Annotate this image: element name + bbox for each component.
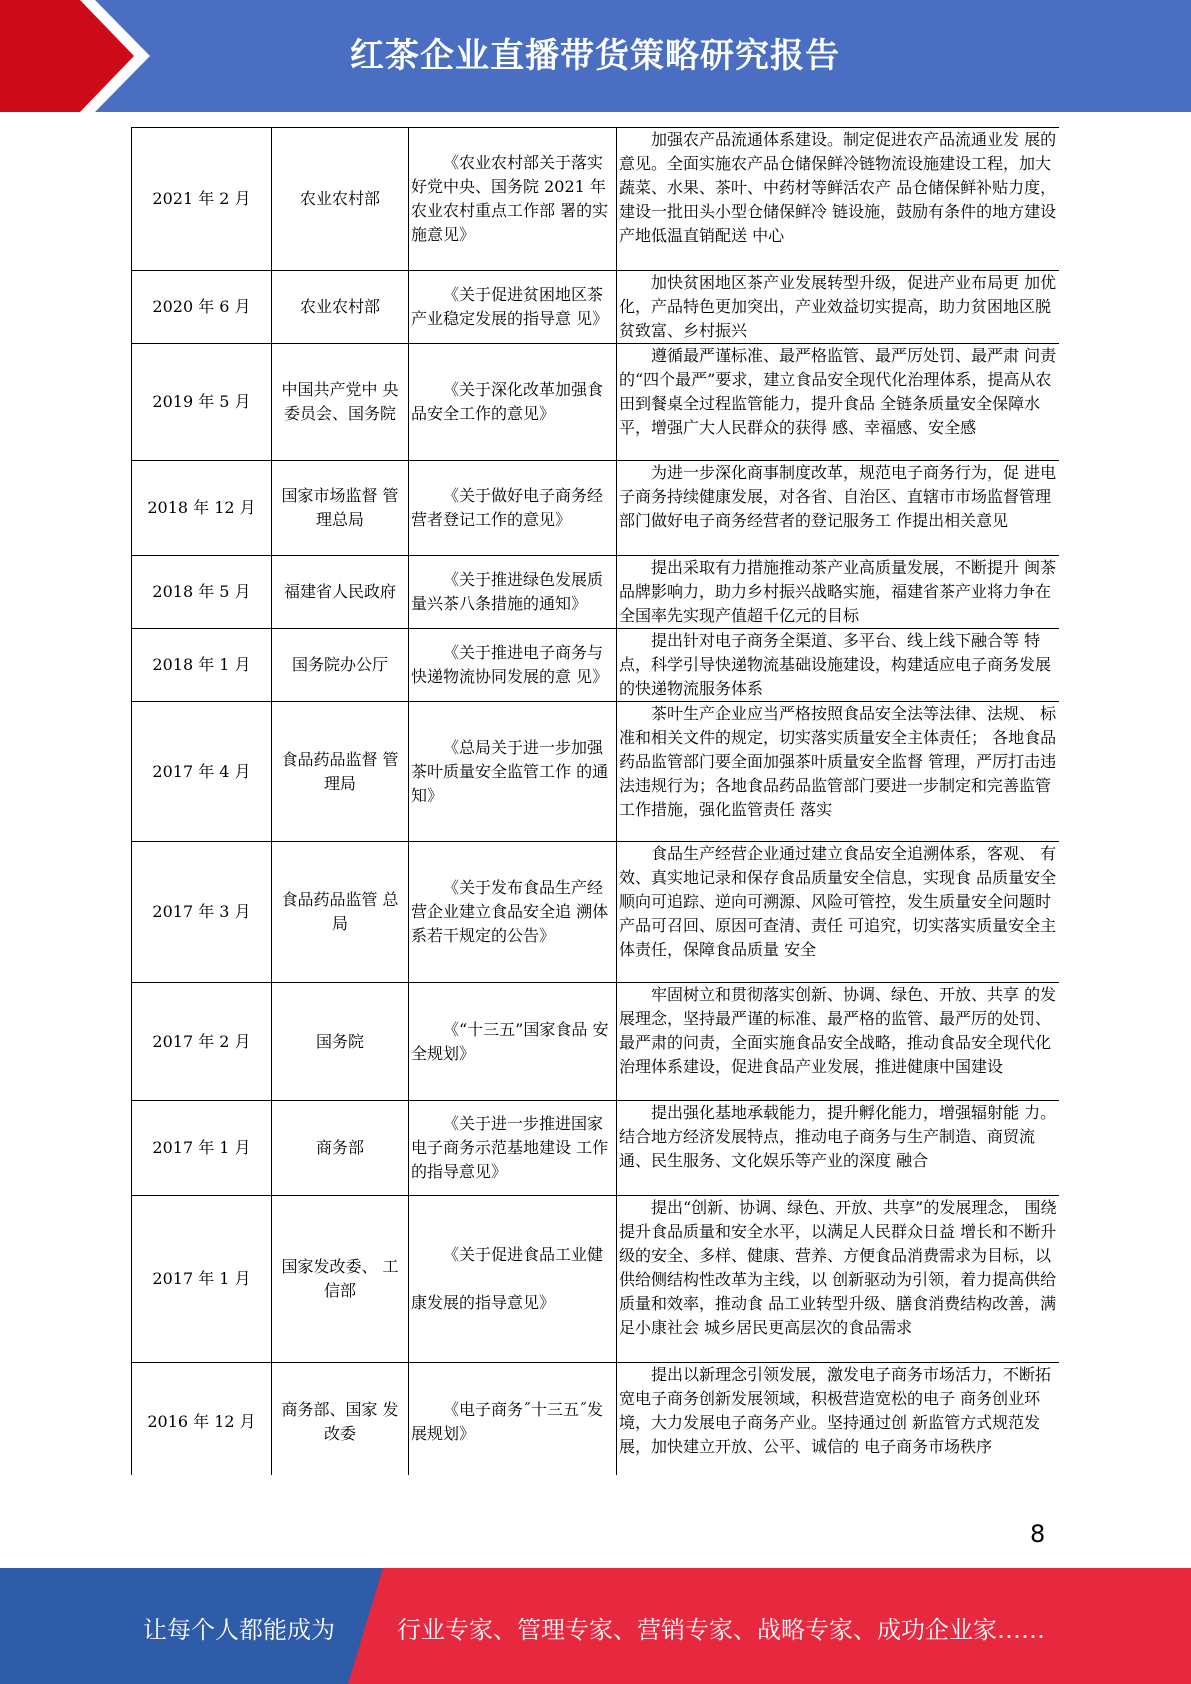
date-cell: 2017 年 4 月 xyxy=(132,702,272,842)
page-footer xyxy=(0,1568,1191,1684)
table-row xyxy=(132,1363,1060,1476)
date-cell: 2018 年 12 月 xyxy=(132,461,272,556)
description-cell: 提出强化基地承载能力，提升孵化能力，增强辐射能 力。结合地方经济发展特点，推动电子商务与生产制造、商贸流通、民生服务、文化娱乐等产业的深度 融合 xyxy=(617,1101,1060,1196)
description-cell: 提出采取有力措施推动茶产业高质量发展，不断提升 闽茶品牌影响力，助力乡村振兴战略实施，福建省茶产业将力争在全国率先实现产值超千亿元的目标 xyxy=(617,556,1060,629)
document-cell: 《关于推进绿色发展质 量兴茶八条措施的通知》 xyxy=(409,556,617,629)
department-cell: 农业农村部 xyxy=(272,128,409,271)
department-cell: 食品药品监管 总局 xyxy=(272,842,409,983)
table-row xyxy=(132,842,1060,983)
table-row xyxy=(132,983,1060,1101)
document-cell: 《关于深化改革加强食 品安全工作的意见》 xyxy=(409,344,617,461)
date-cell: 2017 年 1 月 xyxy=(132,1196,272,1363)
document-cell: 《关于促进食品工业健 康发展的指导意见》 xyxy=(409,1196,617,1363)
description-cell: 加快贫困地区茶产业发展转型升级，促进产业布局更 加优化，产品特色更加突出，产业效益切实提高，助力贫困地区脱贫致富、乡村振兴 xyxy=(617,271,1060,344)
policy-table-container xyxy=(131,127,1059,1475)
date-cell: 2019 年 5 月 xyxy=(132,344,272,461)
document-cell: 《关于促进贫困地区茶 产业稳定发展的指导意 见》 xyxy=(409,271,617,344)
table-row xyxy=(132,556,1060,629)
policy-table xyxy=(131,127,1059,1475)
description-cell: 为进一步深化商事制度改革，规范电子商务行为，促 进电子商务持续健康发展，对各省、自治区、直辖市市场监督管理部门做好电子商务经营者的登记服务工 作提出相关意见 xyxy=(617,461,1060,556)
table-row xyxy=(132,1196,1060,1363)
document-cell: 《“十三五”国家食品 安全规划》 xyxy=(409,983,617,1101)
document-cell: 《关于推进电子商务与 快递物流协同发展的意 见》 xyxy=(409,629,617,702)
description-cell: 茶叶生产企业应当严格按照食品安全法等法律、法规、 标准和相关文件的规定，切实落实质量安全主体责任； 各地食品药品监管部门要全面加强茶叶质量安全监督 管理，严厉打击违法违规行为；各地食品药品监管部门要进一步制定和完善监管工作措施，强化监管责任 落实 xyxy=(617,702,1060,842)
date-cell: 2018 年 1 月 xyxy=(132,629,272,702)
table-row xyxy=(132,1101,1060,1196)
document-cell: 《关于进一步推进国家 电子商务示范基地建设 工作的指导意见》 xyxy=(409,1101,617,1196)
table-row xyxy=(132,461,1060,556)
department-cell: 中国共产党中 央委员会、国务院 xyxy=(272,344,409,461)
description-cell: 加强农产品流通体系建设。制定促进农产品流通业发 展的意见。全面实施农产品仓储保鲜冷链物流设施建设工程，加大蔬菜、水果、茶叶、中药材等鲜活农产 品仓储保鲜补贴力度，建设一批田头小型仓储保鲜冷 链设施，鼓励有条件的地方建设产地低温直销配送 中心 xyxy=(617,128,1060,271)
department-cell: 福建省人民政府 xyxy=(272,556,409,629)
page-number: 8 xyxy=(1030,1520,1046,1548)
footer-slogan-right: 行业专家、管理专家、营销专家、战略专家、成功企业家…… xyxy=(397,1616,1045,1644)
document-cell: 《总局关于进一步加强 茶叶质量安全监管工作 的通知》 xyxy=(409,702,617,842)
department-cell: 商务部 xyxy=(272,1101,409,1196)
department-cell: 国家市场监督 管理总局 xyxy=(272,461,409,556)
department-cell: 国务院办公厅 xyxy=(272,629,409,702)
footer-slogan-left: 让每个人都能成为 xyxy=(143,1616,335,1644)
document-cell: 《关于做好电子商务经 营者登记工作的意见》 xyxy=(409,461,617,556)
description-cell: 牢固树立和贯彻落实创新、协调、绿色、开放、共享 的发展理念，坚持最严谨的标准、最严格的监管、最严厉的处罚、最严肃的问责，全面实施食品安全战略，推动食品安全现代化治理体系建设，促进食品产业发展，推进健康中国建设 xyxy=(617,983,1060,1101)
document-cell: 《电子商务˝十三五˝发展规划》 xyxy=(409,1363,617,1476)
document-cell: 《农业农村部关于落实 好党中央、国务院 2021 年农业农村重点工作部 署的实施意见》 xyxy=(409,128,617,271)
table-row xyxy=(132,629,1060,702)
description-cell: 遵循最严谨标准、最严格监管、最严厉处罚、最严肃 问责的“四个最严”要求，建立食品安全现代化治理体系，提高从农田到餐桌全过程监管能力，提升食品 全链条质量安全保障水平，增强广大人民群众的获得 感、幸福感、安全感 xyxy=(617,344,1060,461)
table-row xyxy=(132,271,1060,344)
date-cell: 2017 年 1 月 xyxy=(132,1101,272,1196)
department-cell: 商务部、国家 发改委 xyxy=(272,1363,409,1476)
table-row xyxy=(132,128,1060,271)
date-cell: 2017 年 2 月 xyxy=(132,983,272,1101)
department-cell: 农业农村部 xyxy=(272,271,409,344)
table-row xyxy=(132,702,1060,842)
table-row xyxy=(132,344,1060,461)
date-cell: 2020 年 6 月 xyxy=(132,271,272,344)
department-cell: 国家发改委、 工信部 xyxy=(272,1196,409,1363)
date-cell: 2016 年 12 月 xyxy=(132,1363,272,1476)
document-cell: 《关于发布食品生产经 营企业建立食品安全追 溯体系若干规定的公告》 xyxy=(409,842,617,983)
description-cell: 食品生产经营企业通过建立食品安全追溯体系，客观、 有效、真实地记录和保存食品质量安全信息，实现食 品质量安全顺向可追踪、逆向可溯源、风险可管控，发生质量安全问题时产品可召回、原因可查清、责任 可追究，切实落实质量安全主体责任，保障食品质量 安全 xyxy=(617,842,1060,983)
date-cell: 2021 年 2 月 xyxy=(132,128,272,271)
page-header xyxy=(0,0,1191,112)
description-cell: 提出针对电子商务全渠道、多平台、线上线下融合等 特点，科学引导快递物流基础设施建设，构建适应电子商务发展的快递物流服务体系 xyxy=(617,629,1060,702)
description-cell: 提出以新理念引领发展，激发电子商务市场活力，不断拓宽电子商务创新发展领域，积极营造宽松的电子 商务创业环境，大力发展电子商务产业。坚持通过创 新监管方式规范发展，加快建立开放、公平、诚信的 电子商务市场秩序 xyxy=(617,1363,1060,1476)
date-cell: 2018 年 5 月 xyxy=(132,556,272,629)
department-cell: 国务院 xyxy=(272,983,409,1101)
date-cell: 2017 年 3 月 xyxy=(132,842,272,983)
description-cell: 提出“创新、协调、绿色、开放、共享”的发展理念， 围绕提升食品质量和安全水平，以满足人民群众日益 增长和不断升级的安全、多样、健康、营养、方便食品消费需求为目标，以供给侧结构性改革为主线，以 创新驱动为引领，着力提高供给质量和效率，推动食 品工业转型升级、膳食消费结构改善，满足小康社会 城乡居民更高层次的食品需求 xyxy=(617,1196,1060,1363)
report-title: 红茶企业直播带货策略研究报告 xyxy=(350,36,840,76)
department-cell: 食品药品监督 管理局 xyxy=(272,702,409,842)
